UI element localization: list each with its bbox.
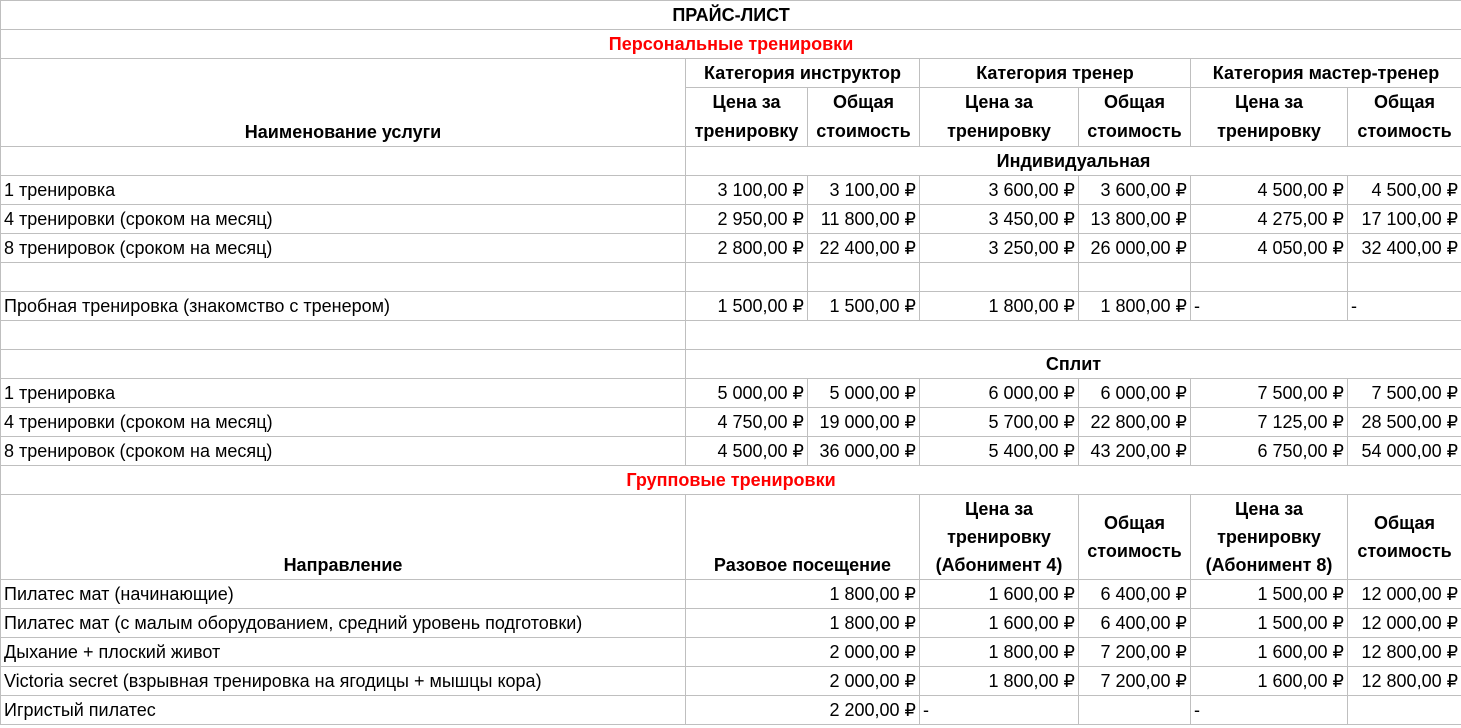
price-cell: 4 050,00 ₽	[1191, 234, 1348, 263]
price-cell: 1 800,00 ₽	[920, 667, 1079, 696]
price-cell: 17 100,00 ₽	[1348, 205, 1461, 234]
price-cell: 1 500,00 ₽	[1191, 609, 1348, 638]
price-cell: 1 800,00 ₽	[920, 292, 1079, 321]
price-cell: 12 800,00 ₽	[1348, 638, 1461, 667]
price-cell: 1 500,00 ₽	[1191, 580, 1348, 609]
price-cell: 6 400,00 ₽	[1079, 580, 1191, 609]
single-visit-header: Разовое посещение	[686, 495, 920, 580]
price-cell: 43 200,00 ₽	[1079, 437, 1191, 466]
price-cell: 7 200,00 ₽	[1079, 638, 1191, 667]
price-cell: 1 500,00 ₽	[686, 292, 808, 321]
price-cell: 4 500,00 ₽	[1348, 176, 1461, 205]
price-cell: 6 400,00 ₽	[1079, 609, 1191, 638]
price-cell: 1 500,00 ₽	[808, 292, 920, 321]
price-cell: 36 000,00 ₽	[808, 437, 920, 466]
service-name: 1 тренировка	[1, 379, 686, 408]
price-cell: 5 400,00 ₽	[920, 437, 1079, 466]
price-cell: 4 500,00 ₽	[1191, 176, 1348, 205]
table-row	[1, 638, 1461, 667]
price-cell: 1 600,00 ₽	[920, 580, 1079, 609]
price-cell: 28 500,00 ₽	[1348, 408, 1461, 437]
price-cell: -	[1191, 292, 1348, 321]
total-cost-header: Общая стоимость	[1348, 88, 1461, 147]
price-cell: 12 000,00 ₽	[1348, 609, 1461, 638]
price-cell: 1 800,00 ₽	[920, 638, 1079, 667]
spacer-row	[1, 263, 1461, 292]
service-name-header: Наименование услуги	[1, 59, 686, 147]
price-cell: 7 125,00 ₽	[1191, 408, 1348, 437]
price-cell: 4 500,00 ₽	[686, 437, 808, 466]
price-cell: 5 000,00 ₽	[686, 379, 808, 408]
table-row	[1, 437, 1461, 466]
price-cell: 3 250,00 ₽	[920, 234, 1079, 263]
price-cell: 2 000,00 ₽	[686, 638, 920, 667]
price-cell: 11 800,00 ₽	[808, 205, 920, 234]
individual-section-label: Индивидуальная	[686, 147, 1461, 176]
service-name: Пробная тренировка (знакомство с тренером)	[1, 292, 686, 321]
price-cell: 3 100,00 ₽	[686, 176, 808, 205]
price-cell: 22 800,00 ₽	[1079, 408, 1191, 437]
price-per-training-header: Цена за тренировку	[920, 88, 1079, 147]
price-cell: 7 500,00 ₽	[1191, 379, 1348, 408]
price-cell: 3 600,00 ₽	[920, 176, 1079, 205]
price-cell: 1 800,00 ₽	[686, 580, 920, 609]
price-cell: 2 950,00 ₽	[686, 205, 808, 234]
price-list-title: ПРАЙС-ЛИСТ	[1, 1, 1461, 30]
direction-name: Игристый пилатес	[1, 696, 686, 725]
split-section-label: Сплит	[686, 350, 1461, 379]
price-cell: -	[1348, 292, 1461, 321]
table-row	[1, 667, 1461, 696]
price-cell: 2 000,00 ₽	[686, 667, 920, 696]
price-cell: 19 000,00 ₽	[808, 408, 920, 437]
price-cell: 13 800,00 ₽	[1079, 205, 1191, 234]
table-row	[1, 292, 1461, 321]
price-cell	[1348, 696, 1461, 725]
service-name: 1 тренировка	[1, 176, 686, 205]
price-cell: 4 275,00 ₽	[1191, 205, 1348, 234]
direction-name: Пилатес мат (начинающие)	[1, 580, 686, 609]
direction-name: Victoria secret (взрывная тренировка на ягодицы + мышцы кора)	[1, 667, 686, 696]
abonement-4-price-header: Цена за тренировку (Абонимент 4)	[920, 495, 1079, 580]
price-cell: 3 100,00 ₽	[808, 176, 920, 205]
price-cell: -	[1191, 696, 1348, 725]
category-trainer-header: Категория тренер	[920, 59, 1191, 88]
price-per-training-header: Цена за тренировку	[686, 88, 808, 147]
price-cell	[1079, 696, 1191, 725]
table-row	[1, 379, 1461, 408]
price-cell: 12 800,00 ₽	[1348, 667, 1461, 696]
total-cost-header: Общая стоимость	[1079, 88, 1191, 147]
table-row	[1, 408, 1461, 437]
price-cell: 1 600,00 ₽	[1191, 638, 1348, 667]
personal-trainings-heading: Персональные тренировки	[1, 30, 1461, 59]
price-cell: 32 400,00 ₽	[1348, 234, 1461, 263]
table-row	[1, 234, 1461, 263]
category-instructor-header: Категория инструктор	[686, 59, 920, 88]
price-cell: -	[920, 696, 1079, 725]
price-cell: 26 000,00 ₽	[1079, 234, 1191, 263]
service-name: 4 тренировки (сроком на месяц)	[1, 408, 686, 437]
empty-cell	[1, 350, 686, 379]
price-cell: 3 450,00 ₽	[920, 205, 1079, 234]
price-cell: 5 700,00 ₽	[920, 408, 1079, 437]
price-cell: 7 200,00 ₽	[1079, 667, 1191, 696]
direction-name: Дыхание + плоский живот	[1, 638, 686, 667]
price-cell: 1 800,00 ₽	[1079, 292, 1191, 321]
price-cell: 1 600,00 ₽	[920, 609, 1079, 638]
price-cell: 6 000,00 ₽	[920, 379, 1079, 408]
direction-name: Пилатес мат (с малым оборудованием, средний уровень подготовки)	[1, 609, 686, 638]
table-row	[1, 205, 1461, 234]
table-row	[1, 580, 1461, 609]
group-total-cost-header: Общая стоимость	[1079, 495, 1191, 580]
price-cell: 12 000,00 ₽	[1348, 580, 1461, 609]
table-row	[1, 696, 1461, 725]
price-cell: 5 000,00 ₽	[808, 379, 920, 408]
abonement-8-price-header: Цена за тренировку (Абонимент 8)	[1191, 495, 1348, 580]
price-cell: 6 750,00 ₽	[1191, 437, 1348, 466]
price-cell: 2 200,00 ₽	[686, 696, 920, 725]
price-cell: 4 750,00 ₽	[686, 408, 808, 437]
empty-cell	[1, 147, 686, 176]
direction-header: Направление	[1, 495, 686, 580]
price-cell: 2 800,00 ₽	[686, 234, 808, 263]
price-cell: 6 000,00 ₽	[1079, 379, 1191, 408]
total-cost-header: Общая стоимость	[808, 88, 920, 147]
price-cell: 54 000,00 ₽	[1348, 437, 1461, 466]
price-cell: 1 800,00 ₽	[686, 609, 920, 638]
price-cell: 1 600,00 ₽	[1191, 667, 1348, 696]
group-trainings-heading: Групповые тренировки	[1, 466, 1461, 495]
service-name: 8 тренировок (сроком на месяц)	[1, 234, 686, 263]
category-master-trainer-header: Категория мастер-тренер	[1191, 59, 1461, 88]
price-cell: 7 500,00 ₽	[1348, 379, 1461, 408]
service-name: 8 тренировок (сроком на месяц)	[1, 437, 686, 466]
group-total-cost-header: Общая стоимость	[1348, 495, 1461, 580]
price-cell: 22 400,00 ₽	[808, 234, 920, 263]
service-name: 4 тренировки (сроком на месяц)	[1, 205, 686, 234]
table-row	[1, 176, 1461, 205]
price-cell: 3 600,00 ₽	[1079, 176, 1191, 205]
spacer-row	[1, 321, 1461, 350]
table-row	[1, 609, 1461, 638]
price-per-training-header: Цена за тренировку	[1191, 88, 1348, 147]
